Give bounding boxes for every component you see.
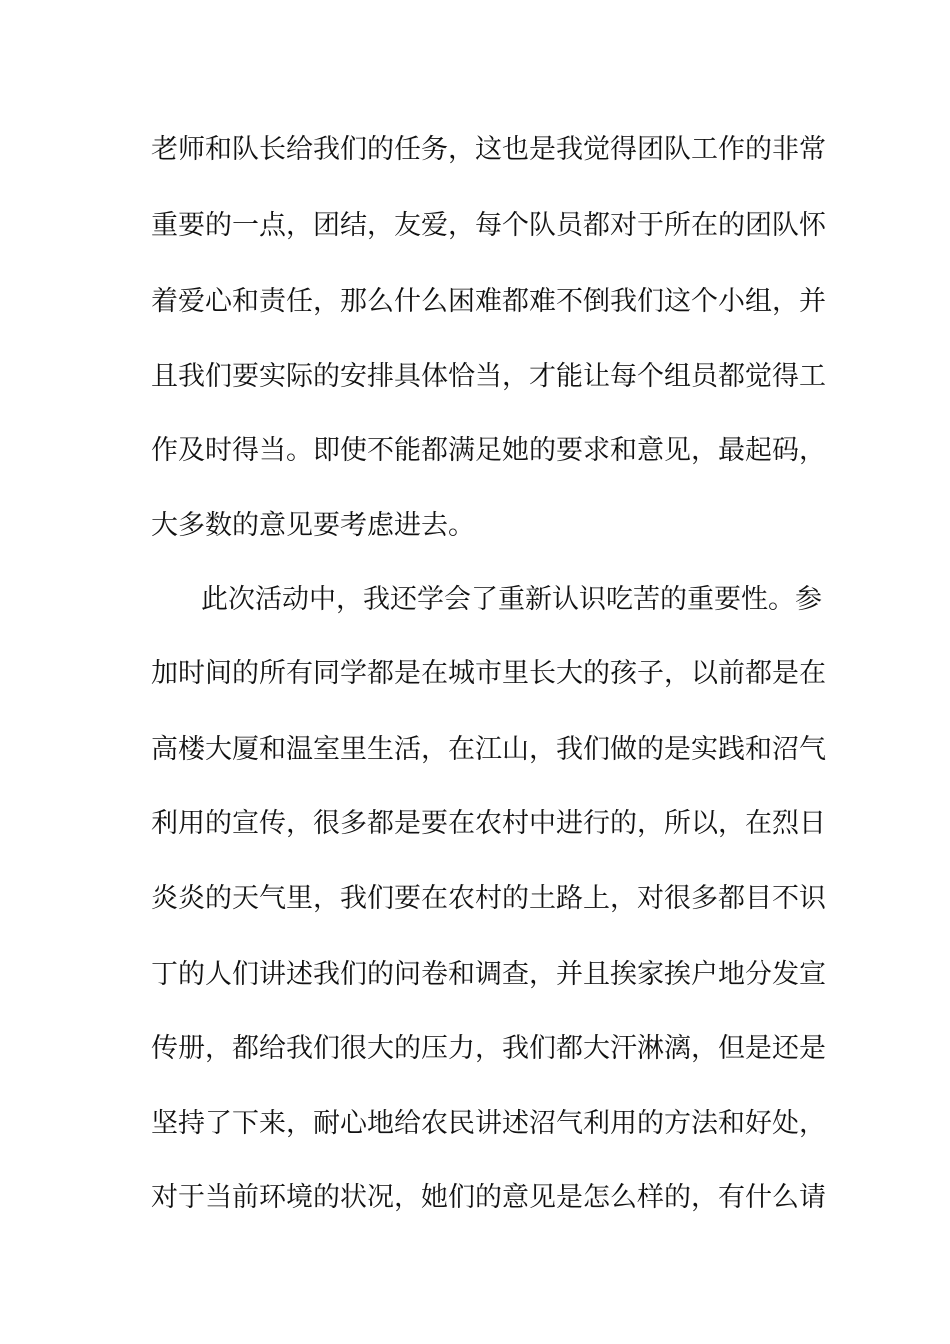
text-line: 炎炎的天气里，我们要在农村的土路上，对很多都目不识	[151, 883, 826, 914]
text-line: 此次活动中，我还学会了重新认识吃苦的重要性。参	[201, 584, 822, 615]
text-line: 重要的一点，团结，友爱，每个队员都对于所在的团队怀	[151, 210, 826, 241]
text-line: 对于当前环境的状况，她们的意见是怎么样的，有什么请	[151, 1182, 826, 1213]
text-line: 着爱心和责任，那么什么困难都难不倒我们这个小组，并	[151, 286, 826, 317]
text-line: 坚持了下来，耐心地给农民讲述沼气利用的方法和好处，	[151, 1108, 826, 1139]
text-line: 加时间的所有同学都是在城市里长大的孩子，以前都是在	[151, 658, 826, 689]
text-line: 高楼大厦和温室里生活，在江山，我们做的是实践和沼气	[151, 734, 826, 765]
text-line: 大多数的意见要考虑进去。	[151, 510, 475, 541]
text-line: 丁的人们讲述我们的问卷和调查，并且挨家挨户地分发宣	[151, 959, 826, 990]
text-line: 老师和队长给我们的任务，这也是我觉得团队工作的非常	[151, 134, 826, 165]
text-line: 且我们要实际的安排具体恰当，才能让每个组员都觉得工	[151, 361, 826, 392]
text-line: 作及时得当。即使不能都满足她的要求和意见，最起码，	[151, 435, 826, 466]
text-line: 利用的宣传，很多都是要在农村中进行的，所以，在烈日	[151, 808, 826, 839]
text-line: 传册，都给我们很大的压力，我们都大汗淋漓，但是还是	[151, 1033, 826, 1064]
